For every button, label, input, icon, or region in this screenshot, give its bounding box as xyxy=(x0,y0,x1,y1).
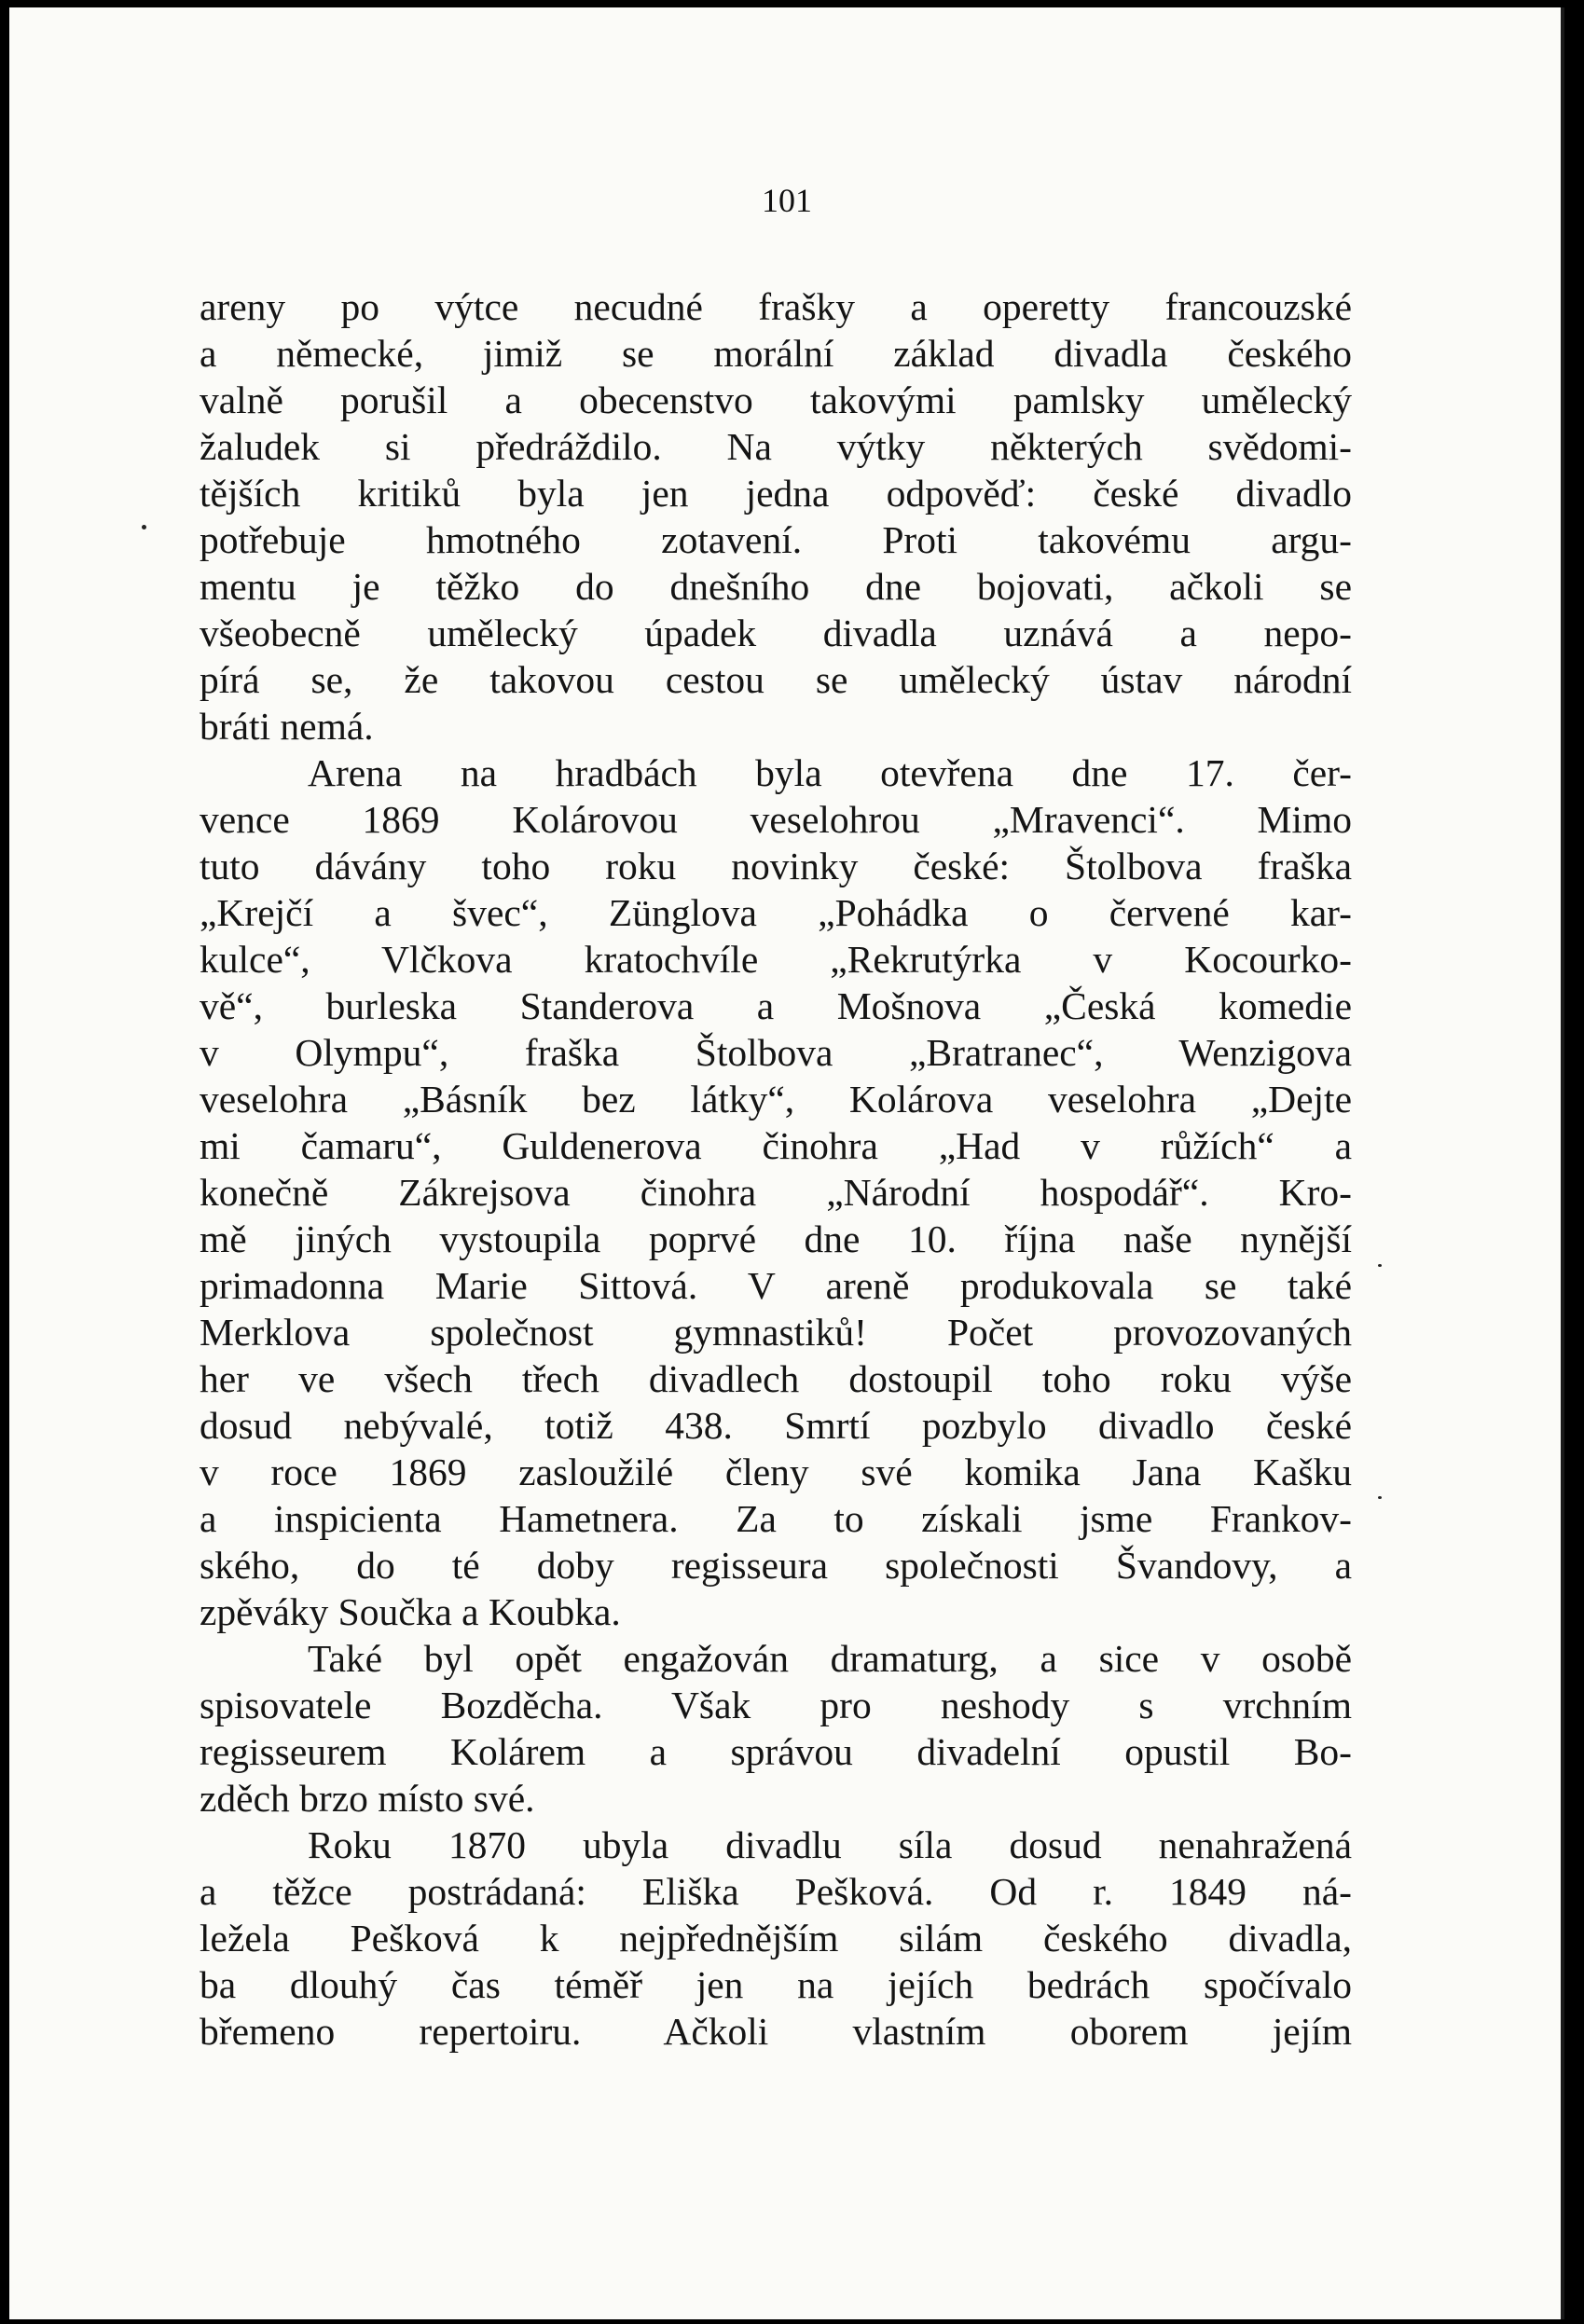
text-line: vence 1869 Kolárovou veselohrou „Mravenci“. Mimo xyxy=(200,798,1352,841)
text-line: bráti nemá. xyxy=(200,705,374,748)
text-line: kulce“, Vlčkova kratochvíle „Rekrutýrka v Kocourko- xyxy=(200,938,1352,981)
text-line: veselohra „Básník bez látky“, Kolárova veselohra „Dejte xyxy=(200,1078,1352,1121)
text-line: ležela Pešková k nejpřednějším silám českého divadla, xyxy=(200,1917,1352,1960)
text-line: spisovatele Bozděcha. Však pro neshody s vrchním xyxy=(200,1684,1352,1726)
text-line: her ve všech třech divadlech dostoupil toho roku výše xyxy=(200,1357,1352,1400)
text-line: pírá se, že takovou cestou se umělecký ústav národní xyxy=(200,658,1352,701)
text-line: a inspicienta Hametnera. Za to získali jsme Frankov- xyxy=(200,1497,1352,1540)
text-line: zpěváky Součka a Koubka. xyxy=(200,1590,621,1633)
text-line: mi čamaru“, Guldenerova činohra „Had v růžích“ a xyxy=(200,1124,1352,1167)
text-line: ba dlouhý čas téměř jen na jejích bedrách spočívalo xyxy=(200,1963,1352,2006)
text-line: tuto dávány toho roku novinky české: Štolbova fraška xyxy=(200,845,1352,887)
text-line: Také byl opět engažován dramaturg, a sice v osobě xyxy=(308,1637,1352,1680)
text-line: v roce 1869 zasloužilé členy své komika Jana Kašku xyxy=(200,1451,1352,1493)
text-line: v Olympu“, fraška Štolbova „Bratranec“, Wenzigova xyxy=(200,1031,1352,1074)
text-line: regisseurem Kolárem a správou divadelní opustil Bo- xyxy=(200,1730,1352,1773)
text-line: ského, do té doby regisseura společnosti Švandovy, a xyxy=(200,1544,1352,1587)
text-line: valně porušil a obecenstvo takovými pamlsky umělecký xyxy=(200,378,1352,421)
text-line: břemeno repertoiru. Ačkoli vlastním oborem jejím xyxy=(200,2010,1352,2053)
text-line: a německé, jimiž se morální základ divadla českého xyxy=(200,332,1352,375)
margin-speck xyxy=(1378,1264,1382,1267)
text-line: mentu je těžko do dnešního dne bojovati, ačkoli se xyxy=(200,565,1352,608)
page-number: 101 xyxy=(762,182,812,219)
text-line: zděch brzo místo své. xyxy=(200,1777,535,1820)
text-line: potřebuje hmotného zotavení. Proti takovému argu- xyxy=(200,518,1352,561)
text-line: „Krejčí a švec“, Zünglova „Pohádka o červené kar- xyxy=(200,891,1352,934)
text-line: žaludek si předráždilo. Na výtky některých svědomi- xyxy=(200,425,1352,468)
text-line: Roku 1870 ubyla divadlu síla dosud nenahražená xyxy=(308,1823,1352,1866)
book-page xyxy=(9,7,1564,2319)
page-edge-shadow xyxy=(1561,7,1564,2319)
text-line: Merklova společnost gymnastiků! Počet provozovaných xyxy=(200,1311,1352,1354)
text-line: a těžce postrádaná: Eliška Pešková. Od r. 1849 ná- xyxy=(200,1870,1352,1913)
body-text xyxy=(200,283,1352,2055)
text-line: mě jiných vystoupila poprvé dne 10. října naše nynější xyxy=(200,1217,1352,1260)
margin-speck xyxy=(142,525,146,529)
text-line: všeobecně umělecký úpadek divadla uznává a nepo- xyxy=(200,612,1352,654)
text-line: tějších kritiků byla jen jedna odpověď: české divadlo xyxy=(200,472,1352,515)
text-line: areny po výtce necudné frašky a operetty francouzské xyxy=(200,285,1352,328)
margin-speck xyxy=(1378,1496,1382,1499)
text-line: vě“, burleska Standerova a Mošnova „Česká komedie xyxy=(200,984,1352,1027)
text-line: primadonna Marie Sittová. V areně produkovala se také xyxy=(200,1264,1352,1307)
text-line: konečně Zákrejsova činohra „Národní hospodář“. Kro- xyxy=(200,1171,1352,1214)
text-line: dosud nebývalé, totiž 438. Smrtí pozbylo divadlo české xyxy=(200,1404,1352,1447)
text-line: Arena na hradbách byla otevřena dne 17. čer- xyxy=(308,751,1352,794)
